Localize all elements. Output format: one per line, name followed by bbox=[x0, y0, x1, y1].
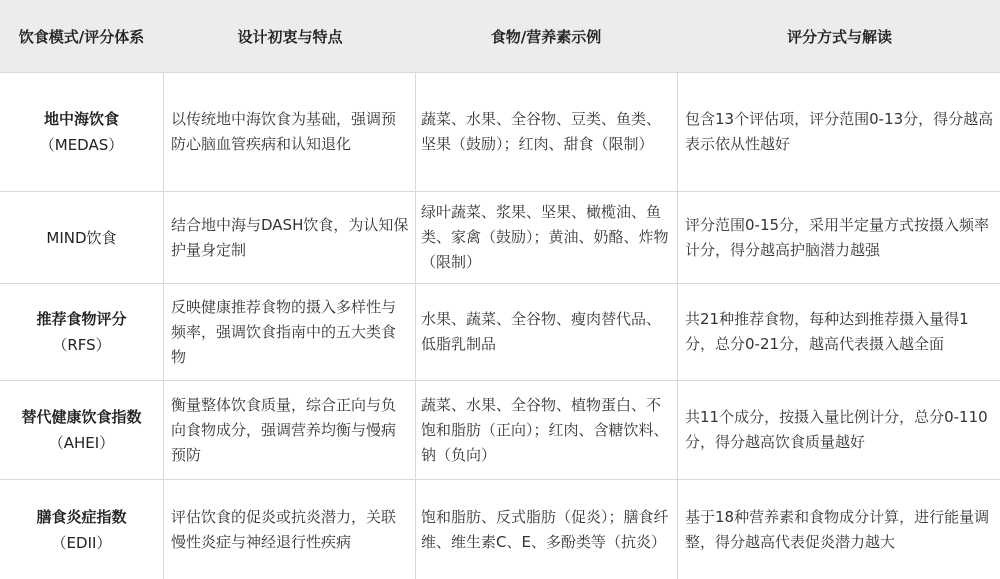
foods-text: 蔬菜、水果、全谷物、植物蛋白、不饱和脂肪（正向）；红肉、含糖饮料、钠（负向） bbox=[421, 395, 669, 464]
header-cell-scoring: 评分方式与解读 bbox=[786, 27, 892, 46]
foods-text: 水果、蔬菜、全谷物、瘦肉替代品、低脂乳制品 bbox=[421, 310, 662, 353]
foods-cell bbox=[415, 480, 677, 579]
diet-abbr: （AHEI） bbox=[48, 434, 115, 452]
row-divider bbox=[0, 380, 1000, 381]
row-name-cell bbox=[0, 284, 163, 380]
design-cell bbox=[163, 192, 415, 283]
row-name-cell bbox=[0, 480, 163, 579]
foods-text: 饱和脂肪、反式脂肪（促炎）；膳食纤维、维生素C、E、多酚类等（抗炎） bbox=[421, 507, 669, 551]
foods-cell bbox=[415, 381, 677, 479]
column-divider bbox=[415, 72, 416, 579]
design-text: 以传统地中海饮食为基础，强调预防心脑血管疾病和认知退化 bbox=[171, 110, 397, 153]
table-row bbox=[0, 192, 1000, 283]
header-cell-diet-pattern: 饮食模式/评分体系 bbox=[18, 27, 145, 46]
table-row bbox=[0, 381, 1000, 479]
scoring-cell bbox=[677, 73, 1000, 191]
diet-abbr: （RFS） bbox=[52, 336, 111, 354]
design-cell bbox=[163, 480, 415, 579]
row-divider bbox=[0, 191, 1000, 192]
row-name-cell bbox=[0, 192, 163, 283]
diet-name: MIND饮食 bbox=[46, 228, 117, 247]
scoring-cell bbox=[677, 480, 1000, 579]
column-divider bbox=[677, 72, 678, 579]
row-divider bbox=[0, 479, 1000, 480]
diet-name: 地中海饮食 bbox=[43, 110, 119, 128]
design-text: 评估饮食的促炎或抗炎潜力，关联慢性炎症与神经退行性疾病 bbox=[171, 507, 397, 551]
table-row bbox=[0, 480, 1000, 579]
foods-cell bbox=[415, 192, 677, 283]
diet-abbr: （EDII） bbox=[51, 533, 112, 552]
foods-text: 绿叶蔬菜、浆果、坚果、橄榄油、鱼类、家禽（鼓励）；黄油、奶酪、炸物（限制） bbox=[421, 203, 669, 271]
diet-abbr: （MEDAS） bbox=[39, 136, 124, 154]
row-divider bbox=[0, 72, 1000, 73]
design-cell bbox=[163, 73, 415, 191]
scoring-cell bbox=[677, 192, 1000, 283]
design-text: 结合地中海与DASH饮食，为认知保护量身定制 bbox=[171, 215, 409, 259]
column-divider bbox=[163, 72, 164, 579]
foods-cell bbox=[415, 284, 677, 380]
header-cell-foods: 食物/营养素示例 bbox=[490, 27, 602, 46]
foods-cell bbox=[415, 73, 677, 191]
scoring-text: 评分范围0-15分，采用半定量方式按摄入频率计分，得分越高护脑潜力越强 bbox=[685, 215, 990, 259]
diet-name: 推荐食物评分 bbox=[36, 310, 127, 328]
row-name-cell bbox=[0, 73, 163, 191]
scoring-cell bbox=[677, 284, 1000, 380]
row-name-cell bbox=[0, 381, 163, 479]
table-header-row bbox=[0, 0, 1000, 72]
row-divider bbox=[0, 283, 1000, 284]
design-text: 反映健康推荐食物的摄入多样性与频率，强调饮食指南中的五大类食物 bbox=[171, 297, 397, 366]
design-cell bbox=[163, 284, 415, 380]
header-cell-design: 设计初衷与特点 bbox=[237, 27, 343, 46]
scoring-text: 共11个成分，按摄入量比例计分，总分0-110分，得分越高饮食质量越好 bbox=[685, 408, 988, 451]
design-cell bbox=[163, 381, 415, 479]
table-row bbox=[0, 284, 1000, 380]
scoring-text: 共21种推荐食物，每种达到推荐摄入量得1分，总分0-21分，越高代表摄入越全面 bbox=[685, 310, 969, 353]
table-row bbox=[0, 73, 1000, 191]
design-text: 衡量整体饮食质量，综合正向与负向食物成分，强调营养均衡与慢病预防 bbox=[171, 395, 397, 464]
foods-text: 蔬菜、水果、全谷物、豆类、鱼类、坚果（鼓励）；红肉、甜食（限制） bbox=[421, 110, 662, 153]
scoring-text: 基于18种营养素和食物成分计算，进行能量调整，得分越高代表促炎潜力越大 bbox=[685, 507, 990, 551]
diet-name: 膳食炎症指数 bbox=[36, 507, 127, 526]
scoring-cell bbox=[677, 381, 1000, 479]
scoring-text: 包含13个评估项，评分范围0-13分，得分越高表示依从性越好 bbox=[685, 110, 994, 153]
diet-name: 替代健康饮食指数 bbox=[21, 408, 142, 426]
